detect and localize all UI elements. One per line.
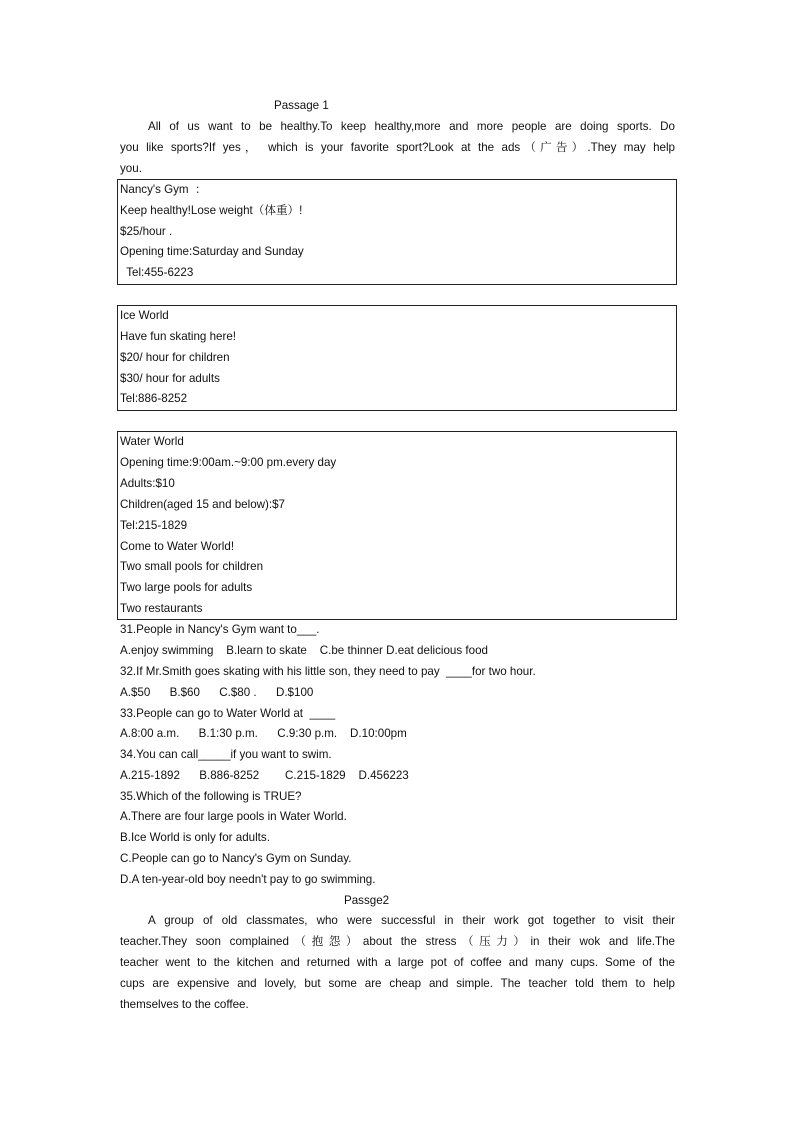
ad-line: Keep healthy!Lose weight（体重）! — [120, 204, 303, 217]
question-line: A.$50 B.$60 C.$80 . D.$100 — [120, 686, 314, 699]
question-line: B.Ice World is only for adults. — [120, 831, 270, 844]
ad-line: Tel:886-8252 — [120, 392, 188, 405]
ad-line: Children(aged 15 and below):$7 — [120, 498, 286, 511]
intro-line: All of us want to be healthy.To keep healthy,more and more people are doing sports. Do — [148, 120, 675, 133]
ad-line: Opening time:Saturday and Sunday — [120, 245, 304, 258]
ad-line: Nancy's Gym ： — [120, 183, 207, 196]
ad-line: Tel:455-6223 — [120, 266, 194, 279]
passage2-line: themselves to the coffee. — [120, 998, 249, 1011]
passage2-line: A group of old classmates, who were successful in their work got together to visit their — [148, 914, 675, 927]
question-line: 35.Which of the following is TRUE? — [120, 790, 302, 803]
question-line: 32.If Mr.Smith goes skating with his little son, they need to pay ____for two hour. — [120, 665, 536, 678]
question-line: D.A ten-year-old boy needn't pay to go swimming. — [120, 873, 376, 886]
ad-line: $30/ hour for adults — [120, 372, 220, 385]
question-line: 33.People can go to Water World at ____ — [120, 707, 336, 720]
intro-line: you. — [120, 162, 142, 175]
ad-line: Adults:$10 — [120, 477, 175, 490]
passage1-title: Passage 1 — [274, 99, 329, 112]
question-line: 34.You can call_____if you want to swim. — [120, 748, 332, 761]
ad-line: Opening time:9:00am.~9:00 pm.every day — [120, 456, 337, 469]
ad-line: Two small pools for children — [120, 560, 264, 573]
question-line: A.215-1892 B.886-8252 C.215-1829 D.456223 — [120, 769, 409, 782]
ad-line: Two restaurants — [120, 602, 203, 615]
passage2-title: Passge2 — [344, 894, 390, 907]
passage2-line: cups are expensive and lovely, but some are cheap and simple. The teacher told them to help — [120, 977, 675, 990]
question-line: C.People can go to Nancy's Gym on Sunday. — [120, 852, 352, 865]
ad-line: Water World — [120, 435, 184, 448]
ad-line: $25/hour . — [120, 225, 173, 238]
ad-line: Ice World — [120, 309, 169, 322]
question-line: A.8:00 a.m. B.1:30 p.m. C.9:30 p.m. D.10:00pm — [120, 727, 407, 740]
passage2-line: teacher went to the kitchen and returned with a large pot of coffee and many cups. Some of the — [120, 956, 675, 969]
question-line: 31.People in Nancy's Gym want to___. — [120, 623, 320, 636]
ad-line: Have fun skating here! — [120, 330, 237, 343]
ad-line: Two large pools for adults — [120, 581, 253, 594]
question-line: A.enjoy swimming B.learn to skate C.be thinner D.eat delicious food — [120, 644, 488, 657]
ad-line: $20/ hour for children — [120, 351, 230, 364]
passage2-line: teacher.They soon complained（抱怨）about the stress（压力）in their wok and life.The — [120, 935, 675, 948]
question-line: A.There are four large pools in Water World. — [120, 810, 347, 823]
ad-line: Tel:215-1829 — [120, 519, 188, 532]
ad-line: Come to Water World! — [120, 540, 235, 553]
intro-line: you like sports?If yes， which is your favorite sport?Look at the ads（广告）.They may help — [120, 141, 675, 154]
